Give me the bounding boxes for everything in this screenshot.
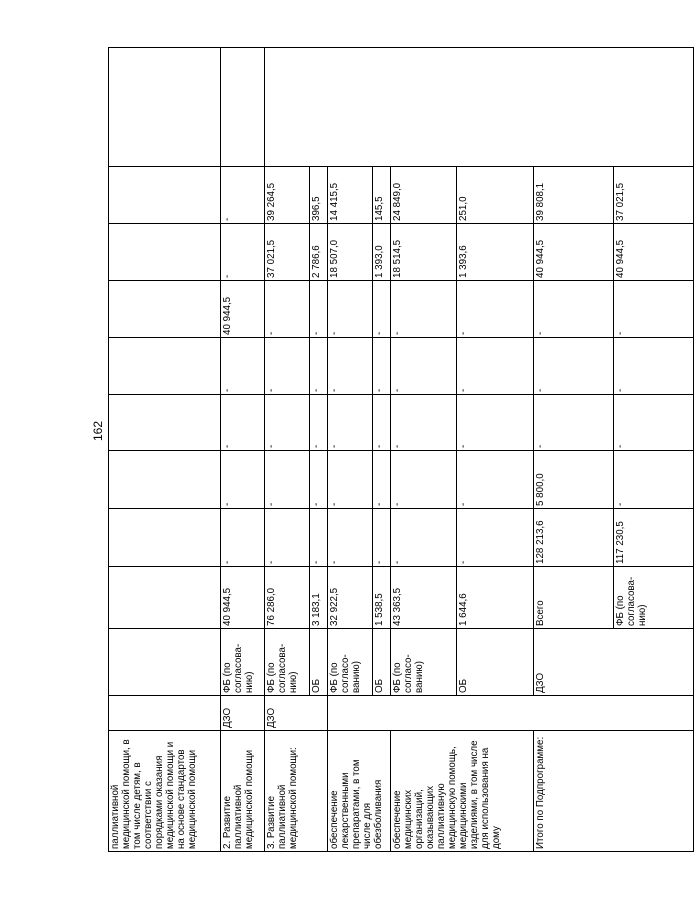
funding-source: ФБ (по согласова-нию) xyxy=(265,629,310,696)
rotated-table-wrapper xyxy=(108,48,648,852)
value-2015: - xyxy=(265,509,310,567)
value-2017: - xyxy=(614,338,694,395)
funding-source: ФБ (по согласо-ванию) xyxy=(391,629,457,696)
value-2017: - xyxy=(391,395,457,451)
value-2015: - xyxy=(373,509,391,567)
funding-source: ФБ (по согласова-нию) xyxy=(221,629,265,696)
value-2019 xyxy=(109,281,221,338)
value-2015: - xyxy=(310,509,328,567)
value-2015: - xyxy=(391,509,457,567)
budget-table xyxy=(108,47,694,852)
value-2017: - xyxy=(310,395,328,451)
value-2018: - xyxy=(373,338,391,395)
table-row xyxy=(221,48,265,852)
total-value: 117 230,5 xyxy=(614,509,694,567)
value-2020: 2 786,6 xyxy=(310,224,328,281)
value-2018: - xyxy=(391,338,457,395)
value-2017: - xyxy=(328,395,373,451)
blank-cell xyxy=(109,48,221,167)
measure-name: 2. Развитие паллиативной медицинской помощи xyxy=(221,731,265,852)
measure-name: обеспечение лекарственными препаратами, в том числе для обезболивания xyxy=(328,731,391,852)
page-number: 162 xyxy=(91,420,105,441)
value-2021: 24 849,0 xyxy=(391,167,457,224)
total-value xyxy=(109,567,221,629)
value-2015: - xyxy=(221,509,265,567)
measure-name: 3. Развитие паллиативной медицинской помощи: xyxy=(265,731,328,852)
funding-source xyxy=(109,629,221,696)
value-2020: 18 507,0 xyxy=(328,224,373,281)
executor: ДЗО xyxy=(221,696,265,731)
total-value: 76 286,0 xyxy=(265,567,310,629)
value-2018: - xyxy=(310,338,328,395)
value-2017: - xyxy=(534,338,614,395)
value-2016 xyxy=(109,451,221,509)
value-2019: - xyxy=(310,281,328,338)
value-2021: 396,5 xyxy=(310,167,328,224)
value-2018 xyxy=(109,338,221,395)
value-2016: - xyxy=(328,451,373,509)
value-2017: - xyxy=(373,395,391,451)
measure-name: обеспечение медицинских организаций, оказывающих паллиативную медицинскую помощь, медицинскими изделиями, в том числе для использования на дому xyxy=(391,731,534,852)
value-2021: - xyxy=(221,167,265,224)
value-2019: - xyxy=(265,281,310,338)
value-2020: 18 514,5 xyxy=(391,224,457,281)
value-2021: 145,5 xyxy=(373,167,391,224)
value-2016: - xyxy=(373,451,391,509)
total-value: 1 538,5 xyxy=(373,567,391,629)
value-2015: 5 800,0 xyxy=(534,451,614,509)
value-2015: - xyxy=(328,509,373,567)
measure-name: паллиативной медицинской помощи, в том числе детям, в соответствии с порядками оказания медицинской помощи и на основе стандартов медицинской помощи xyxy=(109,731,221,852)
blank-cell xyxy=(265,48,694,167)
value-2019: 40 944,5 xyxy=(221,281,265,338)
value-2021: 251,0 xyxy=(457,167,534,224)
value-2016: - xyxy=(614,395,694,451)
value-2021: 14 415,5 xyxy=(328,167,373,224)
value-2016: - xyxy=(534,395,614,451)
executor xyxy=(328,696,694,731)
value-2020: 1 393,0 xyxy=(373,224,391,281)
value-2019: - xyxy=(391,281,457,338)
funding-source: ФБ (по согласова-нию) xyxy=(614,567,694,629)
table-row xyxy=(534,48,614,852)
value-2017 xyxy=(109,395,221,451)
value-2019: - xyxy=(328,281,373,338)
total-value: 32 922,5 xyxy=(328,567,373,629)
value-2019: 40 944,5 xyxy=(534,224,614,281)
funding-source: ОБ xyxy=(310,629,328,696)
value-2018: - xyxy=(457,338,534,395)
table-row xyxy=(391,48,457,852)
total-value: 3 183,1 xyxy=(310,567,328,629)
blank-cell xyxy=(221,48,265,167)
value-2015 xyxy=(109,509,221,567)
funding-source: ФБ (по согласо-ванию) xyxy=(328,629,373,696)
executor: ДЗО xyxy=(534,629,694,696)
value-2018: - xyxy=(328,338,373,395)
value-2021: 39 264,5 xyxy=(265,167,310,224)
value-2015: - xyxy=(457,509,534,567)
total-value: 128 213,6 xyxy=(534,509,614,567)
value-2020: - xyxy=(221,224,265,281)
value-2016: - xyxy=(265,451,310,509)
value-2019: 40 944,5 xyxy=(614,224,694,281)
value-2019: - xyxy=(457,281,534,338)
measure-name: Итого по Подпрограмме: xyxy=(534,731,694,852)
value-2021 xyxy=(109,167,221,224)
value-2015: - xyxy=(614,451,694,509)
value-2020: 37 021,5 xyxy=(265,224,310,281)
table-row xyxy=(328,48,373,852)
funding-source: ОБ xyxy=(457,629,534,696)
executor xyxy=(109,696,221,731)
value-2016: - xyxy=(391,451,457,509)
value-2018: - xyxy=(265,338,310,395)
value-2017: - xyxy=(221,395,265,451)
table-row xyxy=(109,48,221,852)
value-2018: - xyxy=(221,338,265,395)
funding-source: Всего xyxy=(534,567,614,629)
value-2018: - xyxy=(614,281,694,338)
value-2019: - xyxy=(373,281,391,338)
total-value: 1 644,6 xyxy=(457,567,534,629)
value-2020 xyxy=(109,224,221,281)
total-value: 40 944,5 xyxy=(221,567,265,629)
value-2016: - xyxy=(310,451,328,509)
value-2018: - xyxy=(534,281,614,338)
funding-source: ОБ xyxy=(373,629,391,696)
value-2017: - xyxy=(265,395,310,451)
value-2016: - xyxy=(457,451,534,509)
value-2017: - xyxy=(457,395,534,451)
table-row xyxy=(265,48,310,852)
executor: ДЗО xyxy=(265,696,328,731)
value-2020: 1 393,6 xyxy=(457,224,534,281)
value-2020: 39 808,1 xyxy=(534,167,614,224)
value-2016: - xyxy=(221,451,265,509)
value-2020: 37 021,5 xyxy=(614,167,694,224)
total-value: 43 363,5 xyxy=(391,567,457,629)
